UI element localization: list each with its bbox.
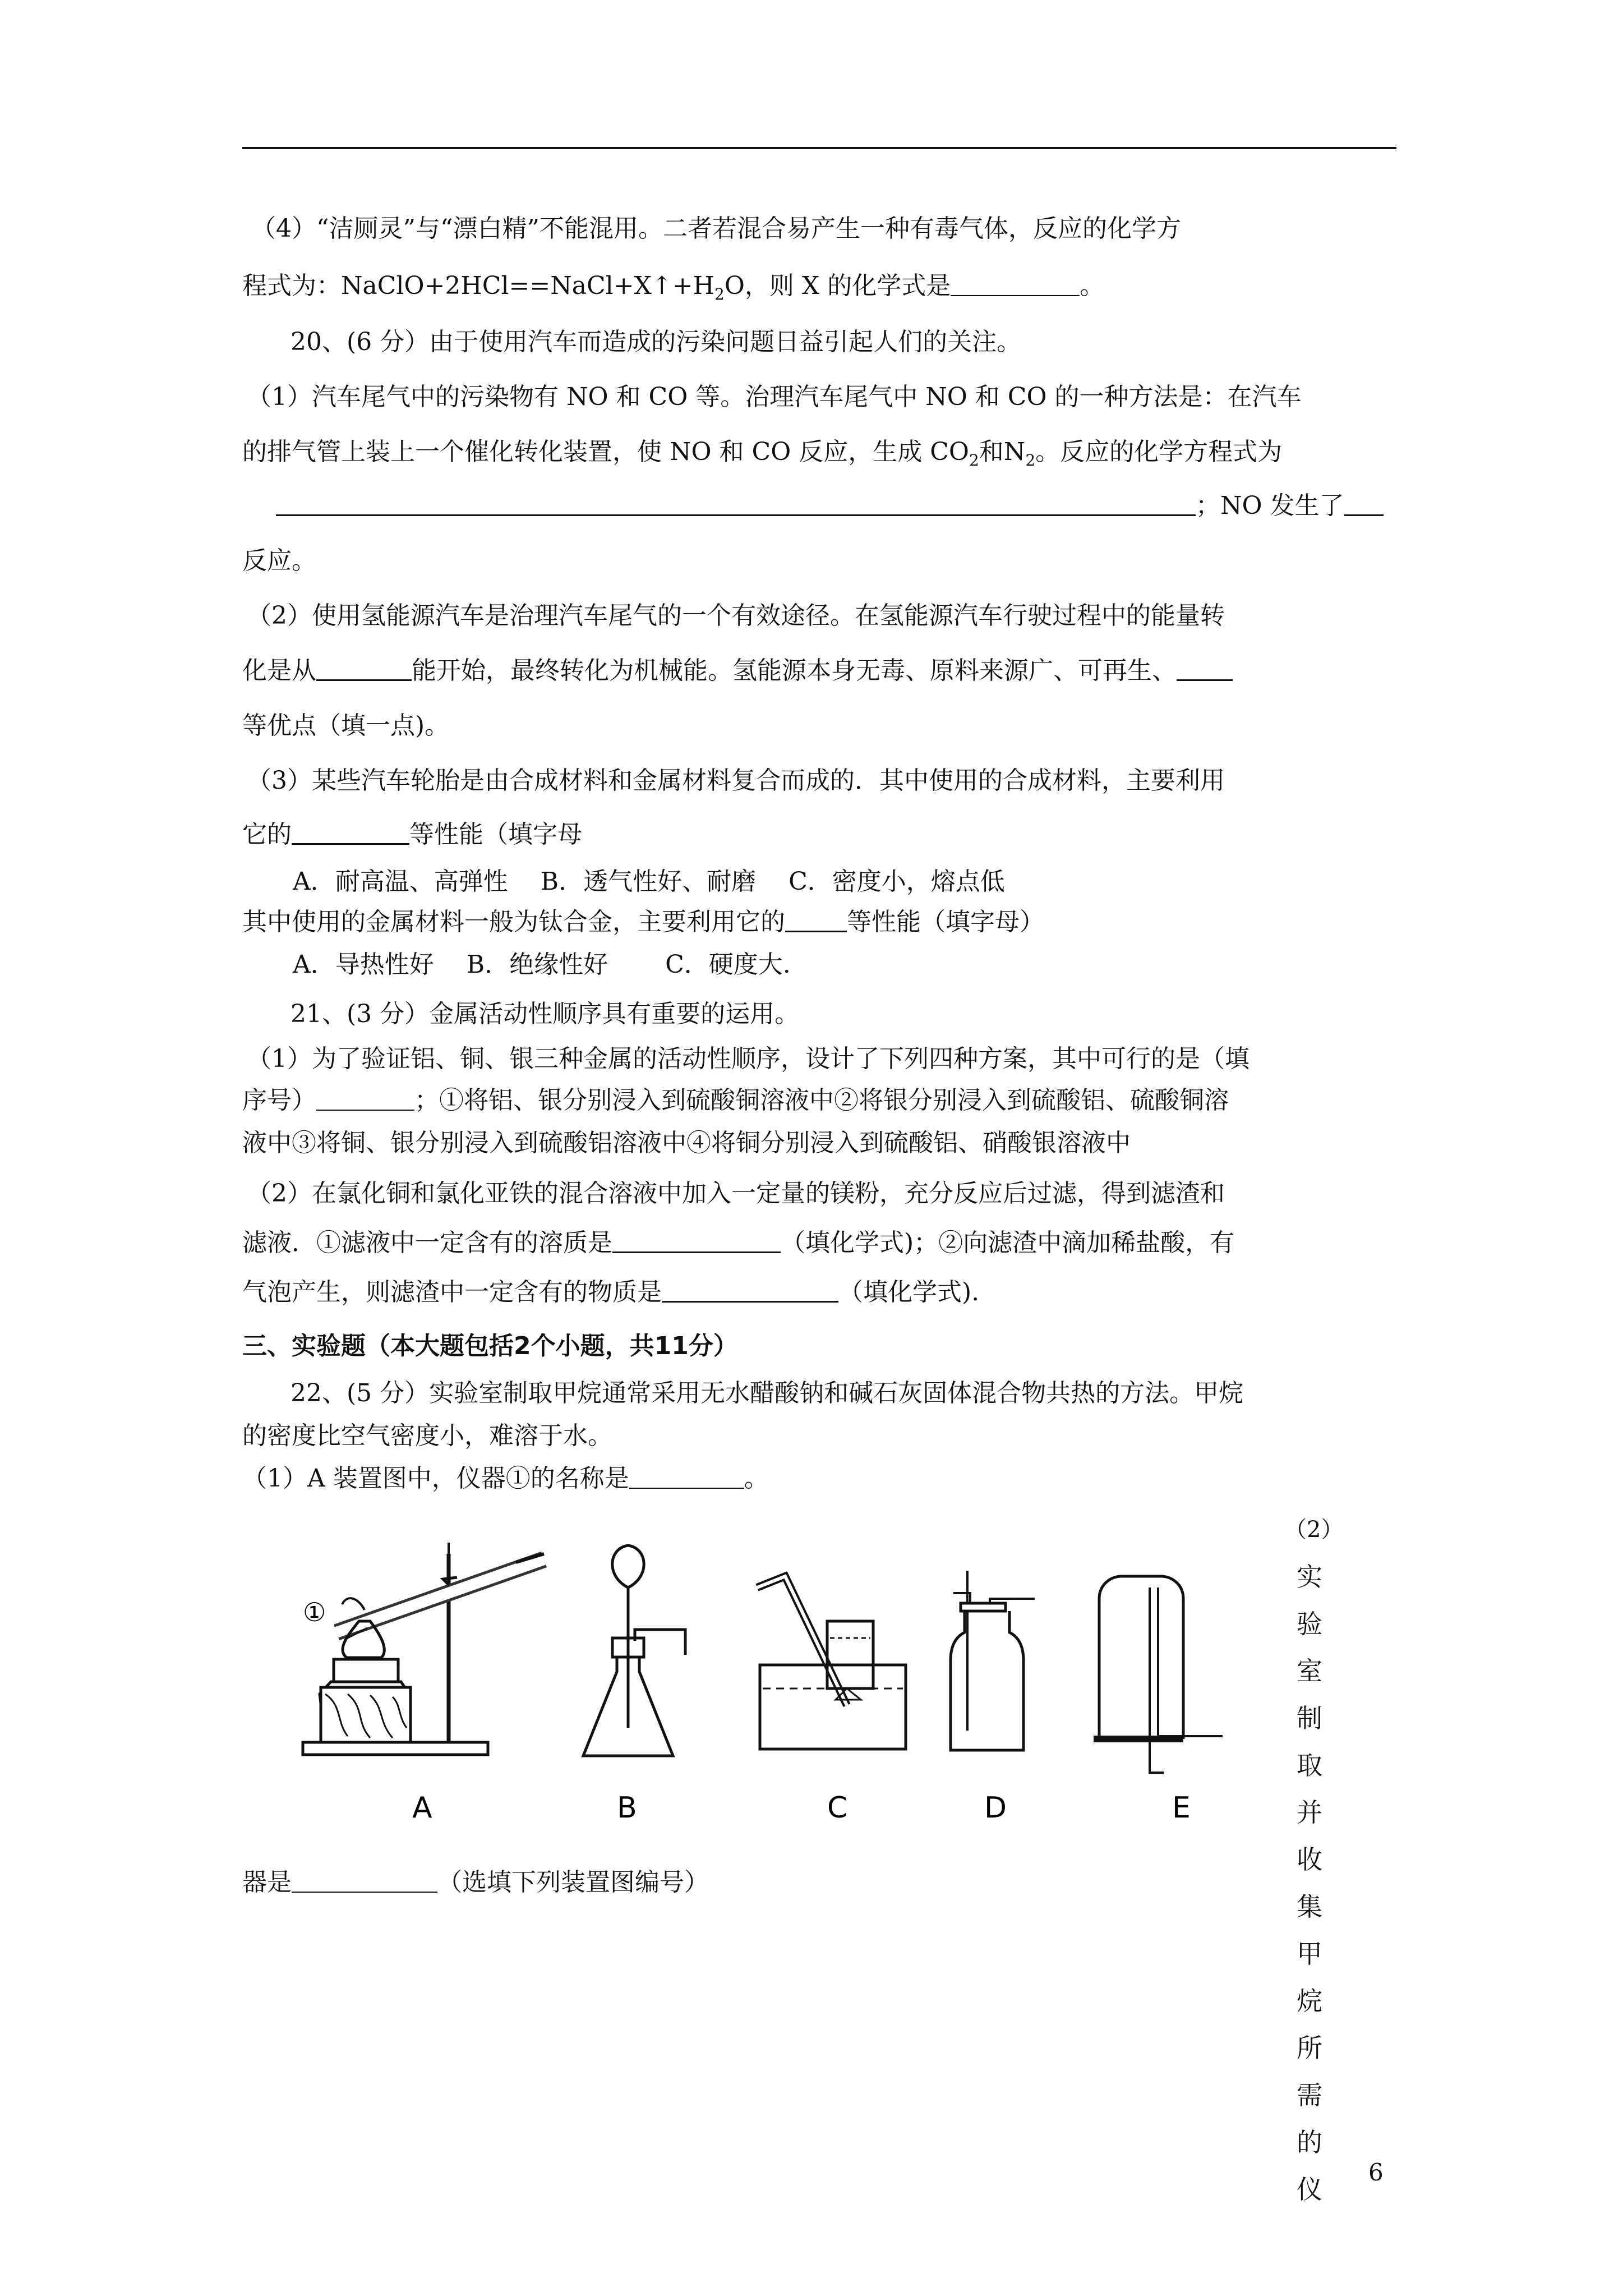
text: 。 [1080, 272, 1105, 300]
q20-1-line-2 [242, 435, 1282, 477]
text: 21、(3 分）金属活动性顺序具有重要的运用。 [291, 1000, 800, 1028]
text: （填化学式)；②向滤渣中滴加稀盐酸，有 [781, 1228, 1235, 1257]
instrument-name-blank[interactable] [629, 1465, 744, 1489]
q4-line-2 [242, 269, 1104, 311]
subscript: 2 [1025, 450, 1036, 470]
text: 能开始，最终转化为机械能。氢能源本身无毒、原料来源广、可再生、 [412, 656, 1177, 685]
text: ；NO 发生了 [1196, 491, 1344, 520]
answer-blank[interactable] [951, 273, 1080, 296]
text: （选填下列装置图编号） [437, 1868, 709, 1897]
q20-title [291, 325, 1021, 359]
text: 和N [979, 438, 1026, 466]
text: ；①将铝、银分别浸入到硫酸铜溶液中②将银分别浸入到硫酸铝、硫酸铜溶 [414, 1086, 1229, 1115]
apparatus-e [1094, 1576, 1223, 1773]
text: O，则 X 的化学式是 [724, 272, 951, 300]
text: 滤液．①滤液中一定含有的溶质是 [242, 1228, 612, 1257]
q20-3-line-2 [242, 818, 582, 852]
q22-2-line [242, 1866, 709, 1899]
text: 实验 [1297, 1562, 1322, 1639]
apparatus-a [303, 1543, 544, 1755]
q21-1-line-3 [242, 1126, 1131, 1160]
q20-3-line-1 [247, 764, 1225, 798]
q22-line-1 [291, 1377, 1243, 1410]
solute-blank[interactable] [612, 1229, 781, 1253]
q20-1-line-3 [276, 489, 1384, 523]
text: A．导热性好 B．绝缘性好 C．硬度大. [293, 950, 791, 979]
text: A．耐高温、高弹性 B．透气性好、耐磨 C．密度小，熔点低 [293, 867, 1005, 896]
q21-2-line-3 [242, 1276, 979, 1309]
text: 22、(5 分）实验室制取甲烷通常采用无水醋酸钠和碱石灰固体混合物共热的方法。甲烷 [291, 1379, 1244, 1407]
text: 的密度比空气密度小，难溶于水。 [242, 1421, 612, 1450]
text: （1）汽车尾气中的污染物有 NO 和 CO 等。治理汽车尾气中 NO 和 CO 的一种方法是：在汽车 [247, 383, 1302, 411]
apparatus-d [951, 1571, 1035, 1750]
q22-2-vertical-text [1284, 1506, 1344, 2213]
apparatus-choice-blank[interactable] [292, 1869, 437, 1893]
text: 。反应的化学方程式为 [1035, 438, 1283, 466]
q20-1-line-4 [242, 544, 316, 578]
text: 20、(6 分）由于使用汽车而造成的污染问题日益引起人们的关注。 [291, 328, 1022, 356]
apparatus-label-b: B [617, 1791, 637, 1825]
apparatus-b [583, 1545, 685, 1756]
text: 等性能（填字母 [409, 820, 582, 849]
text: 等性能（填字母） [847, 908, 1044, 936]
q22-line-2 [242, 1419, 612, 1453]
q21-2-line-2 [242, 1226, 1234, 1260]
text: 其中使用的金属材料一般为钛合金，主要利用它的 [242, 908, 785, 936]
q4-line-1 [251, 212, 1181, 246]
text: （3）某些汽车轮胎是由合成材料和金属材料复合而成的．其中使用的合成材料，主要利用 [247, 766, 1225, 795]
subscript: 2 [969, 450, 979, 470]
q21-1-answer-blank[interactable] [316, 1087, 414, 1111]
text: 序号） [242, 1086, 316, 1115]
text: 收集 [1297, 1844, 1322, 1922]
text: 化是从 [242, 656, 316, 685]
q21-title [291, 997, 799, 1031]
text: 气泡产生，则滤渣中一定含有的物质是 [242, 1278, 662, 1306]
page-number: 6 [1368, 2159, 1384, 2186]
text: 等优点（填一点)。 [242, 711, 450, 740]
header-rule [242, 147, 1396, 149]
metal-material-blank[interactable] [785, 908, 847, 932]
q20-2-line-2 [242, 654, 1233, 688]
q20-3-options-1 [293, 865, 1005, 899]
apparatus-figure [280, 1537, 1279, 1829]
text: （2）使用氢能源汽车是治理汽车尾气的一个有效途径。在氢能源汽车行驶过程中的能量转 [247, 601, 1225, 630]
synthetic-material-blank[interactable] [292, 821, 409, 845]
text: 反应。 [242, 546, 316, 575]
advantage-blank[interactable] [1177, 657, 1233, 681]
text: 器是 [242, 1868, 292, 1897]
text: 它的 [242, 820, 292, 849]
residue-blank[interactable] [662, 1278, 838, 1303]
q22-1-line [242, 1462, 769, 1496]
q21-1-line-2 [242, 1084, 1229, 1117]
text: （1）A 装置图中，仪器①的名称是 [242, 1464, 629, 1493]
text: （填化学式). [838, 1278, 980, 1306]
energy-blank[interactable] [316, 657, 412, 681]
text: 室制 [1297, 1656, 1322, 1733]
text: 甲烷 [1297, 1939, 1322, 2016]
apparatus-label-d: D [984, 1791, 1007, 1825]
instrument-1-marker: ① [303, 1597, 326, 1627]
q21-2-line-1 [247, 1177, 1225, 1211]
q20-1-line-1 [247, 380, 1302, 414]
apparatus-label-c: C [827, 1791, 848, 1825]
apparatus-label-e: E [1172, 1791, 1191, 1825]
q20-3-options-2 [293, 948, 791, 982]
apparatus-label-a: A [412, 1791, 432, 1825]
text: 三、实验题（本大题包括2个小题，共11分） [242, 1332, 738, 1360]
text: 取并 [1297, 1750, 1322, 1828]
text: 所需 [1297, 2033, 1322, 2110]
text: （1）为了验证铝、铜、银三种金属的活动性顺序，设计了下列四种方案，其中可行的是（填 [247, 1045, 1249, 1073]
text: （2） [1284, 1517, 1344, 1543]
reaction-type-blank[interactable] [1344, 492, 1384, 516]
q21-1-line-1 [247, 1042, 1249, 1076]
text: 程式为：NaClO+2HCl==NaCl+X↑+H [242, 272, 715, 300]
text: （4）“洁厕灵”与“漂白精”不能混用。二者若混合易产生一种有毒气体，反应的化学方 [251, 214, 1181, 243]
equation-blank[interactable] [276, 492, 1196, 516]
q20-2-line-1 [247, 599, 1225, 633]
section-3-heading [242, 1329, 738, 1363]
text: 的仪 [1297, 2127, 1322, 2205]
text: 。 [744, 1464, 769, 1493]
q20-3-line-4 [242, 905, 1044, 939]
q20-2-line-3 [242, 709, 449, 743]
text: 的排气管上装上一个催化转化装置，使 NO 和 CO 反应，生成 CO [242, 438, 969, 466]
apparatus-c [757, 1576, 906, 1749]
text: 液中③将铜、银分别浸入到硫酸铝溶液中④将铜分别浸入到硫酸铝、硝酸银溶液中 [242, 1129, 1131, 1157]
subscript: 2 [714, 284, 725, 303]
text: （2）在氯化铜和氯化亚铁的混合溶液中加入一定量的镁粉，充分反应后过滤，得到滤渣和 [247, 1179, 1225, 1208]
